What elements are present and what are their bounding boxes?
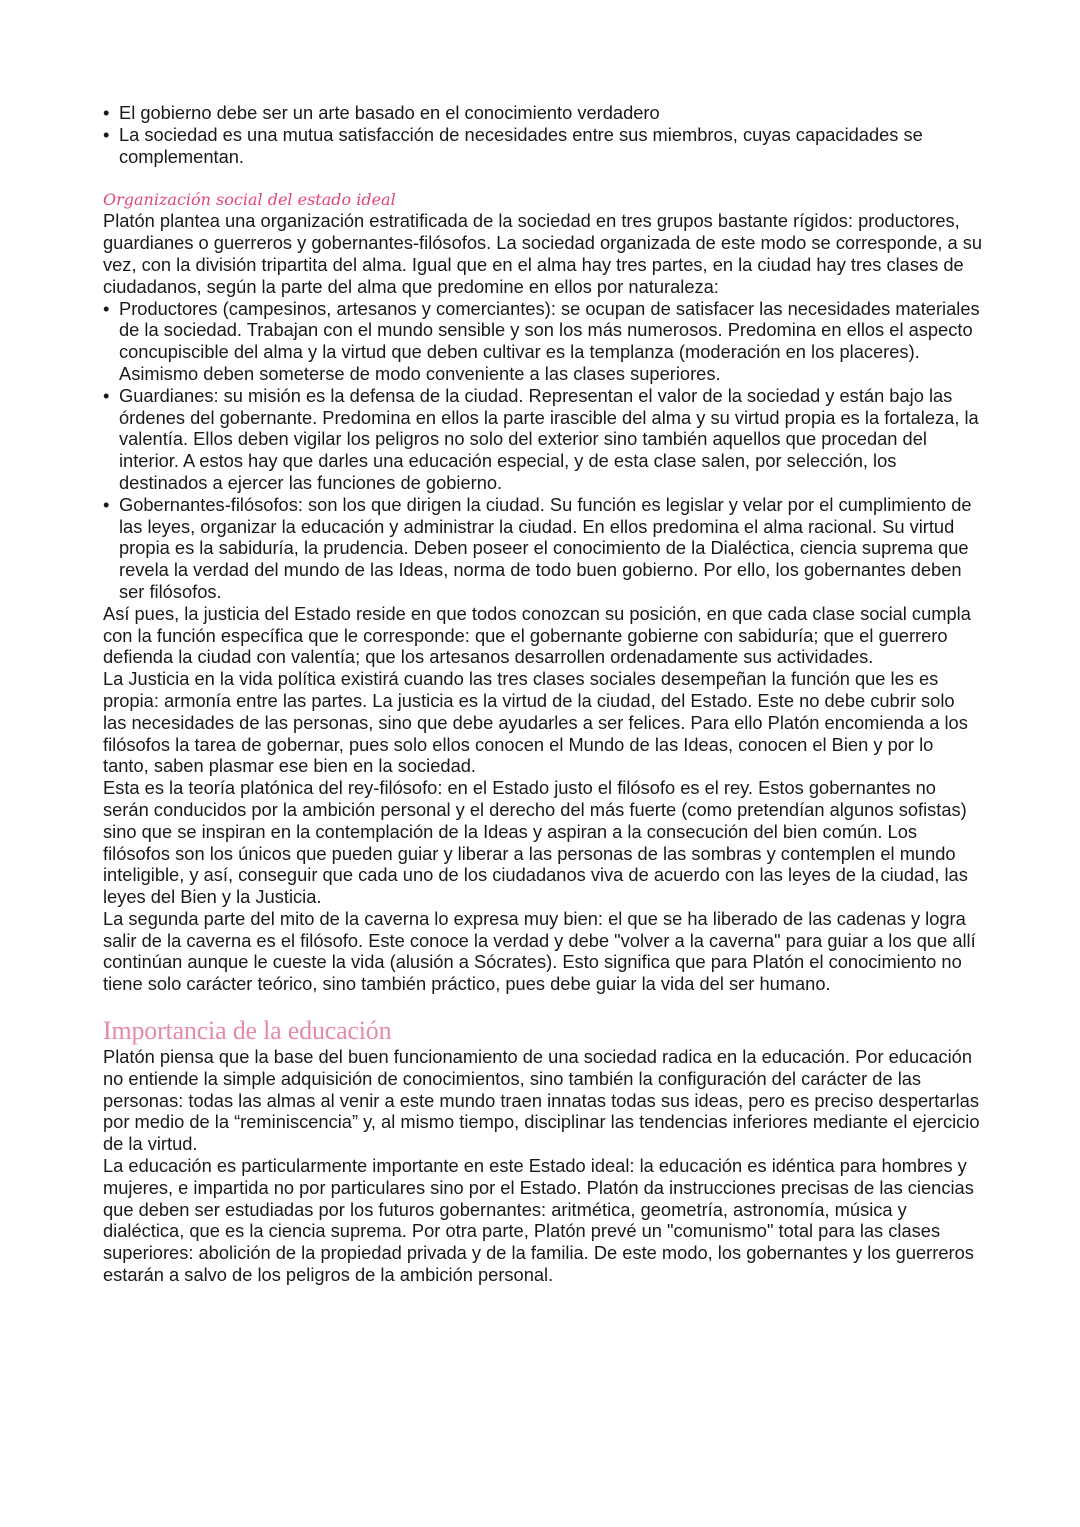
list-item-productores: • Productores (campesinos, artesanos y comerciantes): se ocupan de satisfacer las necesidades materiales de la sociedad. Trabajan con el mundo sensible y son los más numerosos. Predomina en ellos el aspecto concupiscible del alma y la virtud que deben cultivar es la templanza (moderación en los placeres). Asimismo deben someterse de modo conveniente a las clases superiores. [103,298,983,385]
document-page [103,102,983,1286]
intro-bullet-list [103,102,983,167]
social-classes-list [103,298,983,603]
list-item-guardianes: • Guardianes: su misión es la defensa de la ciudad. Representan el valor de la sociedad y están bajo las órdenes del gobernante. Predomina en ellos la parte irascible del alma y su virtud propia es la fortaleza, la valentía. Ellos deben vigilar los peligros no solo del exterior sino también aquellos que procedan del interior. A estos hay que darles una educación especial, y de esta clase salen, por selección, los destinados a ejercer las funciones de gobierno. [103,385,983,494]
list-item: • La sociedad es una mutua satisfacción de necesidades entre sus miembros, cuyas capacidades se complementan. [103,124,983,168]
paragraph: Platón piensa que la base del buen funcionamiento de una sociedad radica en la educación. Por educación no entiende la simple adquisición de conocimientos, sino también la configuración del carácter de las personas: todas las almas al venir a este mundo traen innatas todas sus ideas, pero es preciso despertarlas por medio de la “reminiscencia” y, al mismo tiempo, disciplinar las tendencias inferiores mediante el ejercicio de la virtud. [103,1046,980,1155]
section-subheading-organizacion: Organización social del estado ideal [103,190,396,210]
paragraph: Esta es la teoría platónica del rey-filósofo: en el Estado justo el filósofo es el rey. Estos gobernantes no serán conducidos por la ambición personal y el derecho del más fuerte (como pretendían algunos sofistas) sino que se inspiran en la contemplación de la Ideas y aspiran a la consecución del bien común. Los filósofos son los únicos que pueden guiar y liberar a las personas de las sombras y contemplen el mundo inteligible, y así, conseguir que cada uno de los ciudadanos viva de acuerdo con las leyes de la ciudad, las leyes del Bien y la Justicia. [103,777,968,908]
paragraph: Así pues, la justicia del Estado reside en que todos conozcan su posición, en que cada clase social cumpla con la función específica que le corresponde: que el gobernante gobierne con sabiduría; que el guerrero defienda la ciudad con valentía; que los artesanos desarrollen ordenadamente sus actividades. [103,602,971,668]
paragraph: La Justicia en la vida política existirá cuando las tres clases sociales desempeñan la función que les es propia: armonía entre las partes. La justicia es la virtud de la ciudad, del Estado. Este no debe cubrir solo las necesidades de las personas, sino que debe ayudarles a ser felices. Para ello Platón encomienda a los filósofos la tarea de gobernar, pues solo ellos conocen el Mundo de las Ideas, conocen el Bien y por lo tanto, saben plasmar ese bien en la sociedad. [103,668,968,777]
paragraph: Platón plantea una organización estratificada de la sociedad en tres grupos bastante rígidos: productores, guardianes o guerreros y gobernantes-filósofos. La sociedad organizada de este modo se corresponde, a su vez, con la división tripartita del alma. Igual que en el alma hay tres partes, en la ciudad hay tres clases de ciudadanos, según la parte del alma que predomine en ellos por naturaleza: [103,210,983,297]
list-item: • El gobierno debe ser un arte basado en el conocimiento verdadero [103,102,983,124]
paragraph: La segunda parte del mito de la caverna lo expresa muy bien: el que se ha liberado de las cadenas y logra salir de la caverna es el filósofo. Este conoce la verdad y debe "volver a la caverna" para guiar a los que allí continúan aunque le cueste la vida (alusión a Sócrates). Esto significa que para Platón el conocimiento no tiene solo carácter teórico, sino también práctico, pues debe guiar la vida del ser humano. [103,907,976,995]
paragraph: La educación es particularmente importante en este Estado ideal: la educación es idéntica para hombres y mujeres, e impartida no por particulares sino por el Estado. Platón da instrucciones precisas de las ciencias que deben ser estudiadas por los futuros gobernantes: aritmética, geometría, astronomía, música y dialéctica, que es la ciencia suprema. Por otra parte, Platón prevé un "comunismo" total para las clases superiores: abolición de la propiedad privada y de la familia. De este modo, los gobernantes y los guerreros estarán a salvo de los peligros de la ambición personal. [103,1155,974,1286]
section-heading-educacion: Importancia de la educación [103,1016,392,1046]
list-item-gobernantes: • Gobernantes-filósofos: son los que dirigen la ciudad. Su función es legislar y velar por el cumplimiento de las leyes, organizar la educación y administrar la ciudad. En ellos predomina el alma racional. Su virtud propia es la sabiduría, la prudencia. Deben poseer el conocimiento de la Dialéctica, ciencia suprema que revela la verdad del mundo de las Ideas, norma de todo buen gobierno. Por ello, los gobernantes deben ser filósofos. [103,494,983,603]
